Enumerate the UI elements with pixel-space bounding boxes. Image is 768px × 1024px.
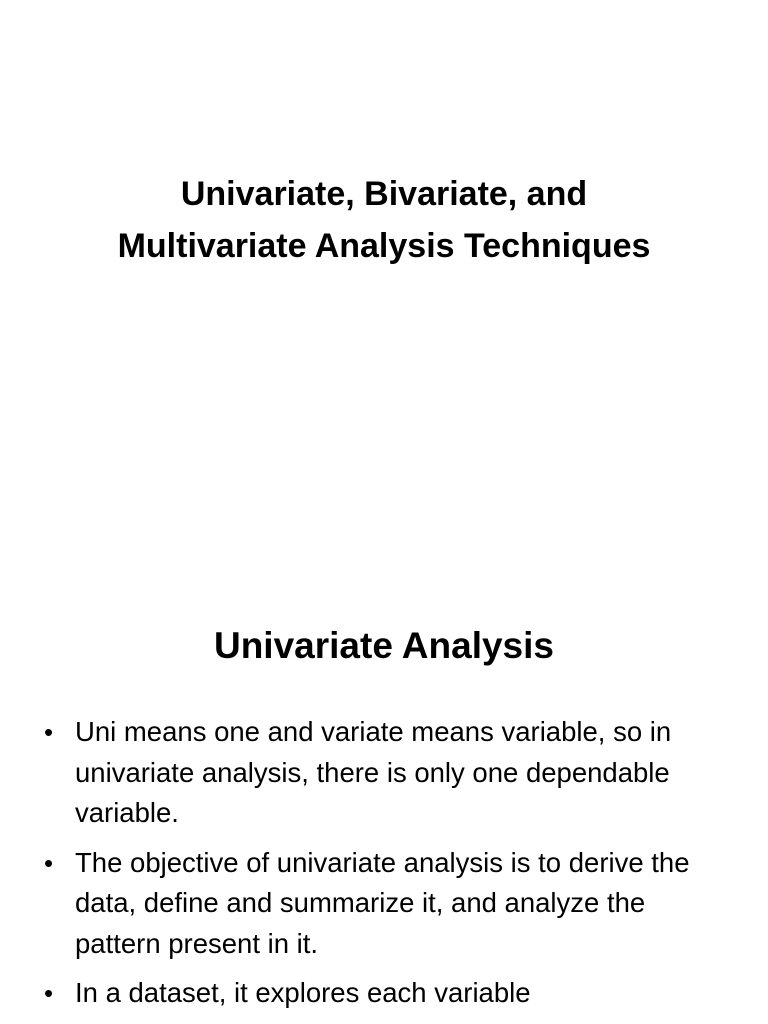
univariate-analysis-slide — [0, 576, 768, 1024]
bullet-icon: • — [44, 717, 54, 747]
title-line-2: Multivariate Analysis Techniques — [117, 227, 651, 265]
bullet-list — [0, 712, 768, 1023]
bullet-item — [0, 712, 768, 834]
presentation-title — [0, 168, 768, 272]
title-line-1: Univariate, Bivariate, and — [180, 175, 588, 213]
bullet-item — [0, 843, 768, 965]
slide-title: Univariate Analysis — [213, 625, 554, 666]
bullet-icon: • — [44, 978, 54, 1008]
bullet-icon: • — [44, 847, 54, 878]
bullet-text: In a dataset, it explores each variable — [75, 977, 531, 1008]
bullet-text: Uni means one and variate means variable, so in univariate analysis, there is only one dependable variable. — [75, 716, 672, 828]
bullet-item — [0, 973, 768, 1014]
bullet-text: The objective of univariate analysis is to derive the data, define and summarize it, and analyze the pattern present in it. — [75, 846, 690, 959]
